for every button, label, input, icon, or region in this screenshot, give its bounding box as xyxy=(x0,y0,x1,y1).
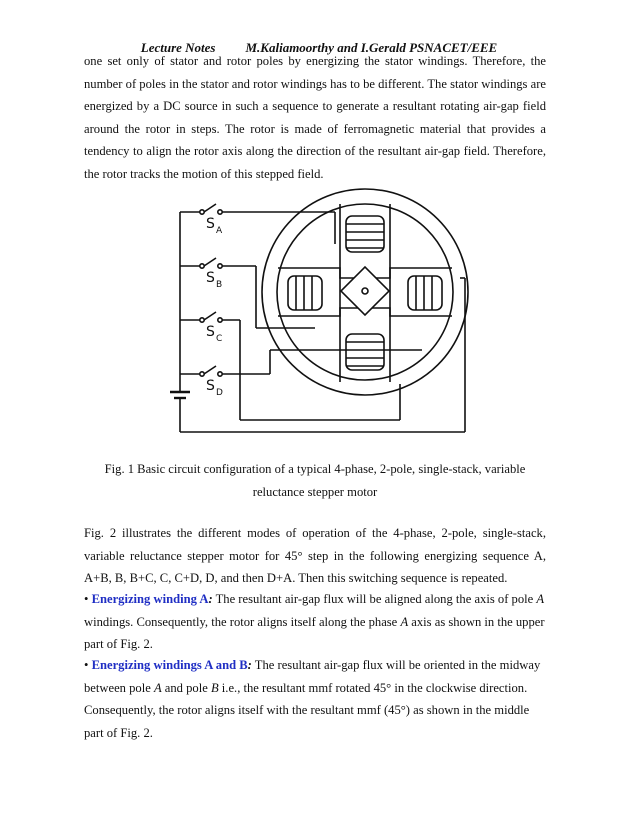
bullet-energizing-a: • Energizing winding A: The resultant air-gap flux will be aligned along the axis of pole A windings. Consequently, the rotor aligns itself along the phase A axis as shown in the upper part of Fig. 2. xyxy=(84,592,545,651)
modes-paragraph: Fig. 2 illustrates the different modes of operation of the 4-phase, 2-pole, single-stack, variable reluctance stepper motor for 45° step in the following energizing sequence A, A+B, B, B+C, C, C+D, D, and then D+A. Then this switching sequence is repeated. xyxy=(84,526,546,585)
intro-paragraph: one set only of stator and rotor poles by energizing the stator windings. Therefore, the number of poles in the stator and rotor windings has to be different. The stator windings are energized by a DC source in such a sequence to generate a resultant rotating air-gap field around the rotor in steps. The rotor is made of ferromagnetic material that provides a tendency to align the rotor axis along the direction of the resultant air-gap field. Therefore, the rotor tracks the motion of this stepped field. xyxy=(84,54,546,181)
figure-caption xyxy=(84,458,546,503)
stepper-motor-diagram xyxy=(160,188,480,446)
header-left: Lecture Notes xyxy=(140,40,216,55)
switch-a-label: S xyxy=(206,216,215,232)
bullet-energizing-ab: • Energizing windings A and B: The resultant air-gap flux will be oriented in the midway between pole A and pole B i.e., the resultant mmf rotated 45° in the clockwise direction. Consequently, the rotor aligns itself with the resultant mmf (45°) as shown in the middle part of Fig. 2. xyxy=(84,658,541,740)
header-right: M.Kaliamoorthy and I.Gerald PSNACET/EEE xyxy=(245,40,498,55)
switch-b-label: S xyxy=(206,270,215,286)
caption-line-2: reluctance stepper motor xyxy=(252,484,378,499)
switch-c-subscript: C xyxy=(216,334,223,344)
bullet-mark: • xyxy=(84,658,89,672)
switch-a-subscript: A xyxy=(216,226,223,236)
bullet-heading: Energizing windings A and B xyxy=(91,658,248,672)
stepper-motor-figure xyxy=(160,188,480,446)
switch-d-subscript: D xyxy=(216,388,223,398)
switch-d-label: S xyxy=(206,378,215,394)
switch-c-label: S xyxy=(206,324,215,340)
caption-line-1: Fig. 1 Basic circuit configuration of a typical 4-phase, 2-pole, single-stack, variable xyxy=(104,462,526,476)
switch-b-subscript: B xyxy=(216,280,223,290)
bullet-heading: Energizing winding A xyxy=(91,592,209,606)
bullet-mark: • xyxy=(84,592,89,606)
